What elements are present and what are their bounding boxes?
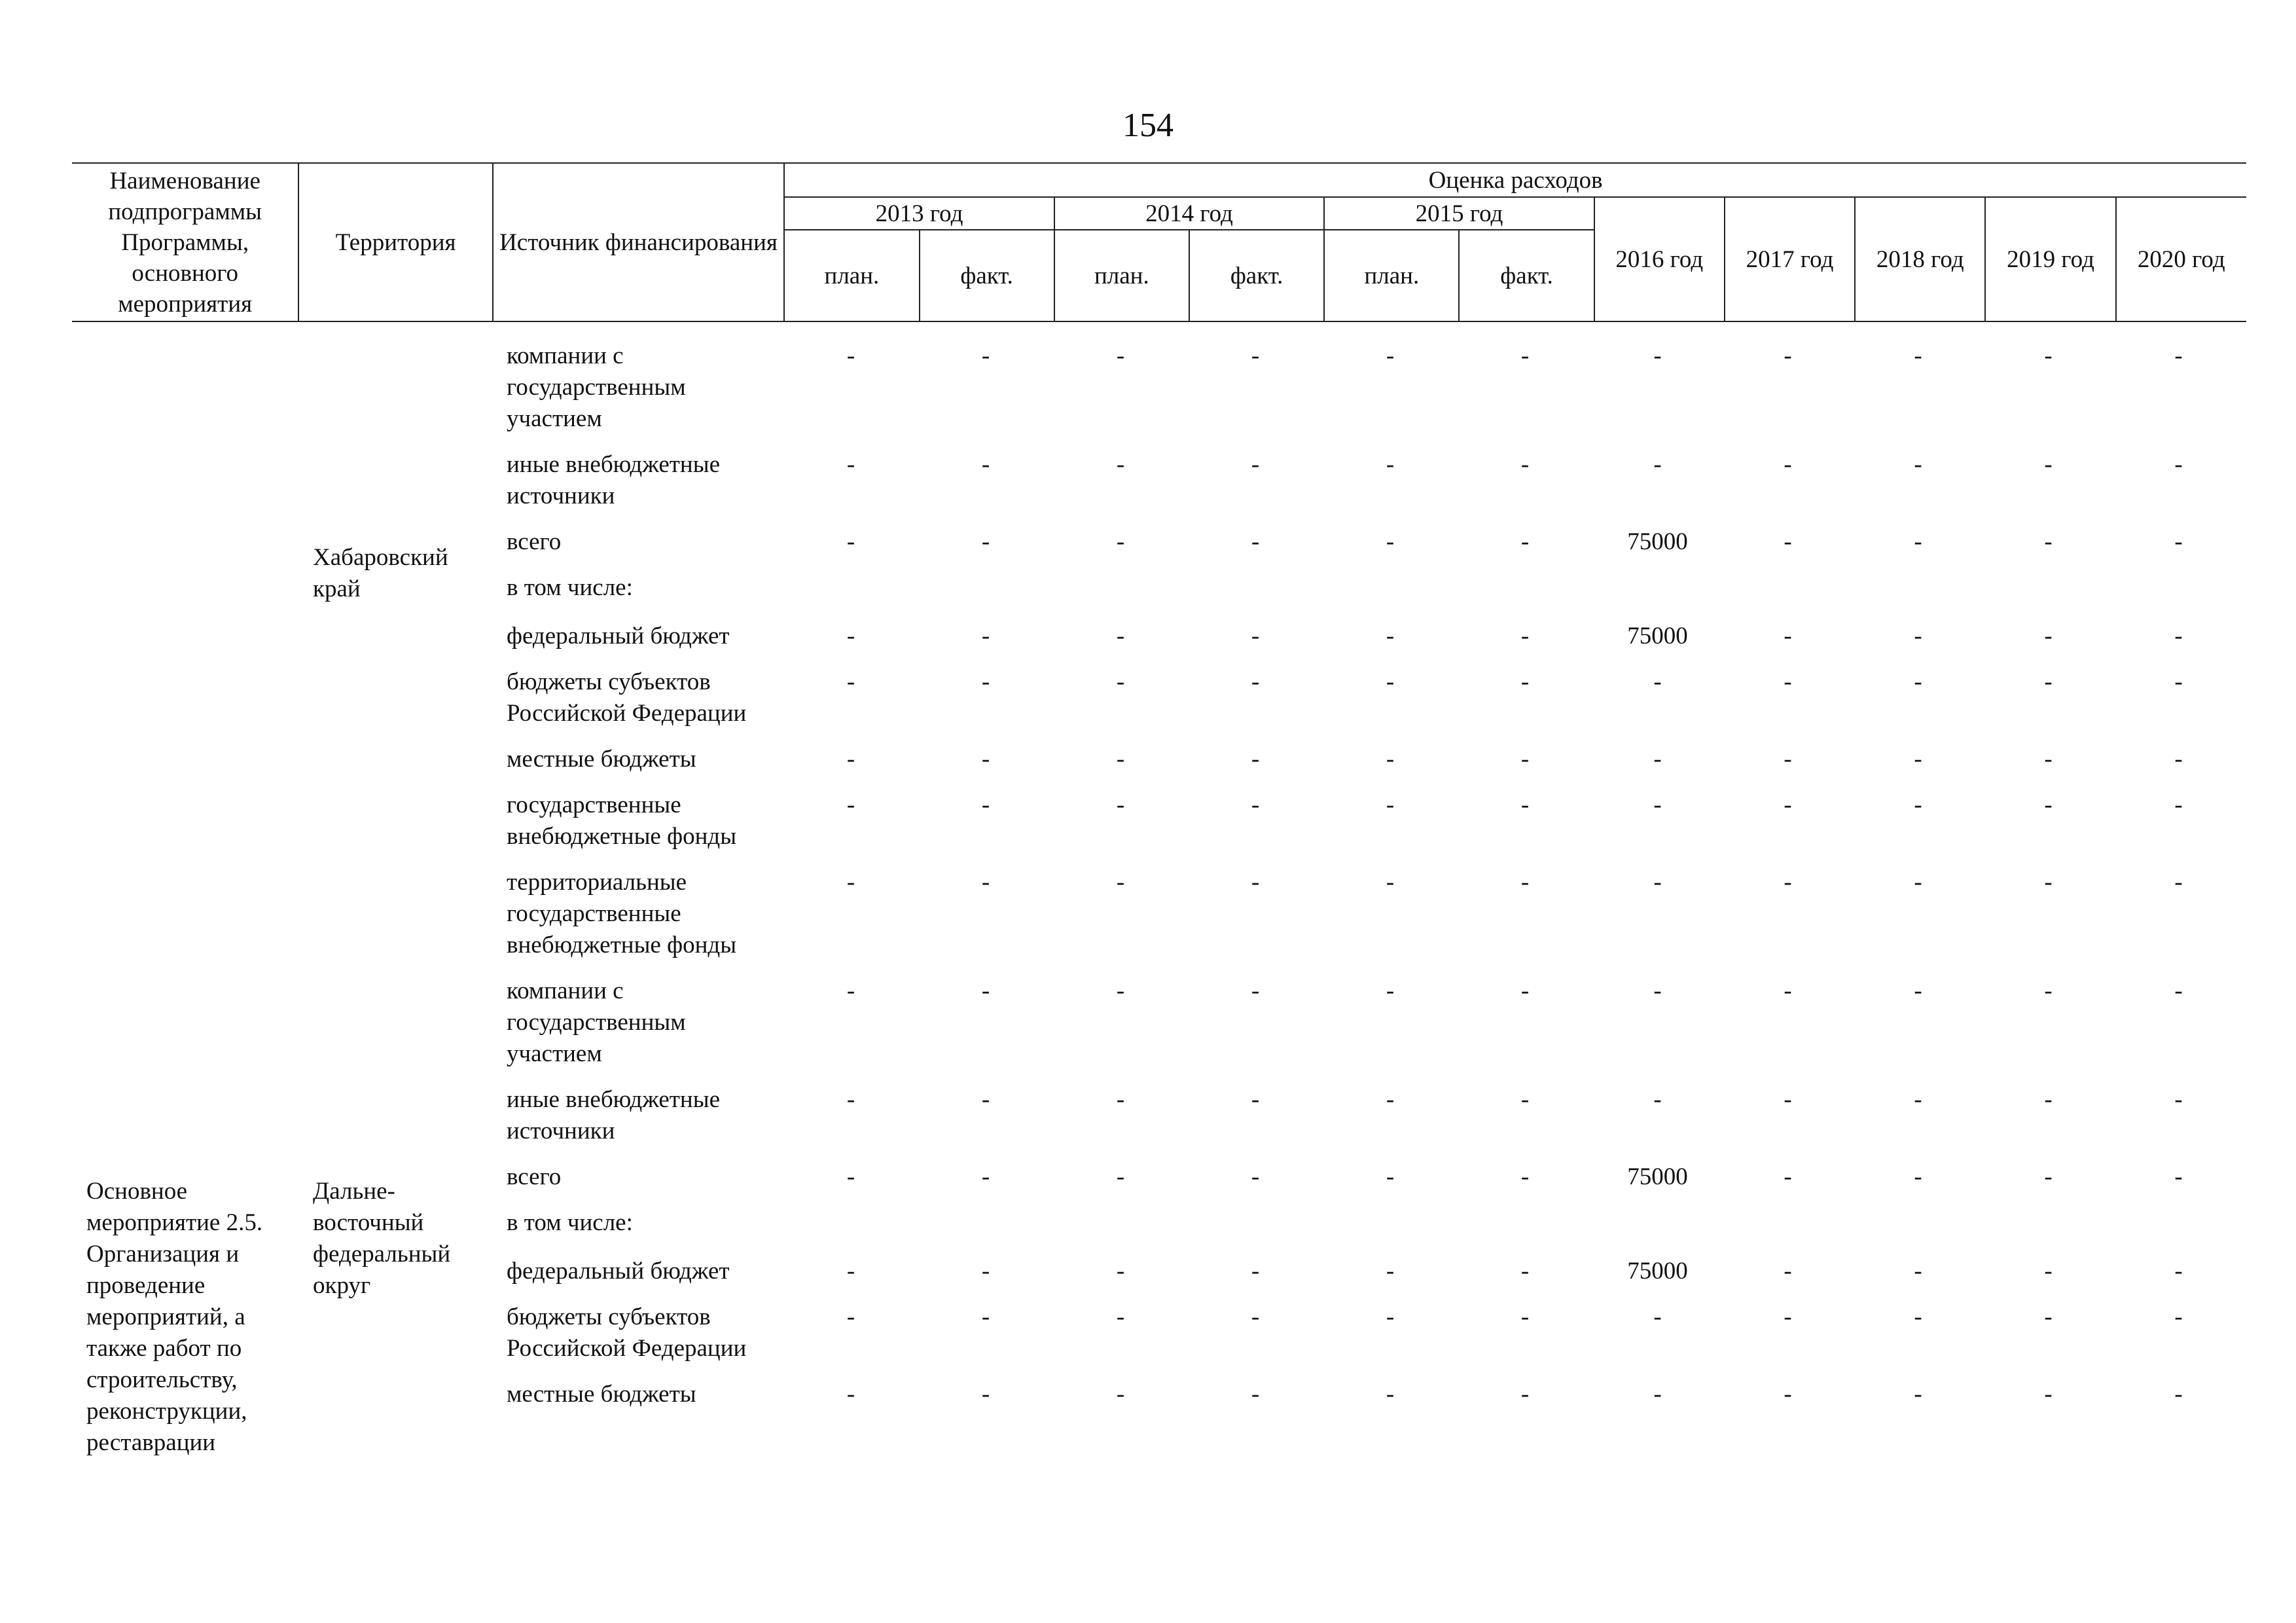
row-value: 75000 <box>1627 623 1688 649</box>
row-value: - <box>1251 668 1260 695</box>
row-value: - <box>1386 1381 1395 1408</box>
row-value: - <box>1784 342 1792 369</box>
row-value: - <box>1520 1381 1530 1408</box>
header-group: Оценка расходов <box>784 163 2246 197</box>
row-value: - <box>846 451 855 478</box>
row-value: - <box>1914 869 1922 896</box>
row-value: - <box>1653 977 1662 1004</box>
row-value: - <box>1251 528 1260 555</box>
row-value: - <box>981 623 990 649</box>
row-value: - <box>1116 792 1125 818</box>
row-value: - <box>1784 977 1792 1004</box>
row-value: - <box>1386 668 1395 695</box>
row-value: - <box>1116 528 1125 555</box>
row-value: - <box>1386 977 1395 1004</box>
row-value: - <box>2044 1381 2053 1408</box>
row-source: местные бюджеты <box>507 746 696 773</box>
event-name: Основное мероприятие 2.5. Организация и проведение мероприятий, а также работ по строительству, реконструкции, реставрации <box>86 1178 263 1456</box>
row-value: 75000 <box>1627 528 1688 555</box>
row-source: компании с государственным участием <box>507 977 686 1067</box>
row-value: - <box>1251 1086 1260 1113</box>
row-value: - <box>1653 451 1662 478</box>
row-value: - <box>1520 1304 1530 1330</box>
row-value: - <box>1386 528 1395 555</box>
header-year-2014: 2014 год <box>1054 197 1324 230</box>
header-year-2019: 2019 год <box>1985 197 2115 321</box>
row-value: - <box>1520 1086 1530 1113</box>
row-value: - <box>981 342 990 369</box>
header-plan: план. <box>1054 230 1189 321</box>
row-source: иные внебюджетные источники <box>507 1086 720 1144</box>
row-value: - <box>1251 746 1260 773</box>
row-value: - <box>1386 342 1395 369</box>
header-year-2017: 2017 год <box>1725 197 1855 321</box>
row-value: 75000 <box>1627 1258 1688 1285</box>
row-value: - <box>2174 342 2183 369</box>
row-value: - <box>846 977 855 1004</box>
territory-khabarovsk: Хабаровский край <box>313 544 448 602</box>
header-year-2013: 2013 год <box>784 197 1054 230</box>
row-value: - <box>846 1381 855 1408</box>
row-value: - <box>1386 1304 1395 1330</box>
row-value: - <box>846 1304 855 1330</box>
row-value: - <box>1251 451 1260 478</box>
header-year-2016: 2016 год <box>1594 197 1725 321</box>
row-value: - <box>1520 451 1530 478</box>
table-row <box>72 621 2246 652</box>
row-value: - <box>1784 623 1792 649</box>
row-value: - <box>2044 746 2053 773</box>
row-source: бюджеты субъектов Российской Федерации <box>507 668 747 727</box>
row-value: - <box>1116 1381 1125 1408</box>
row-value: - <box>846 668 855 695</box>
row-value: - <box>1520 1258 1530 1285</box>
row-value: - <box>1914 451 1922 478</box>
row-value: - <box>2044 1086 2053 1113</box>
row-value: - <box>2044 451 2053 478</box>
row-value: - <box>1116 1258 1125 1285</box>
row-value: - <box>981 977 990 1004</box>
row-source: всего <box>507 528 562 555</box>
header-year-2020: 2020 год <box>2116 197 2246 321</box>
row-value: - <box>1784 746 1792 773</box>
row-value: - <box>1116 977 1125 1004</box>
row-value: - <box>1386 451 1395 478</box>
row-value: - <box>1914 1258 1922 1285</box>
table-header <box>72 162 2246 322</box>
row-value: - <box>1653 1086 1662 1113</box>
row-value: - <box>1914 1163 1922 1190</box>
row-value: - <box>1116 451 1125 478</box>
row-value: - <box>1116 1086 1125 1113</box>
row-value: - <box>1653 668 1662 695</box>
row-source: федеральный бюджет <box>507 623 730 649</box>
table-row <box>72 790 2246 852</box>
header-name: Наименование подпрограммы Программы, основного мероприятия <box>72 163 298 321</box>
row-value: - <box>981 869 990 896</box>
row-value: - <box>1784 1163 1792 1190</box>
row-value: - <box>2174 668 2183 695</box>
row-value: - <box>2044 977 2053 1004</box>
row-source: всего <box>507 1163 562 1190</box>
row-value: - <box>981 451 990 478</box>
row-value: - <box>1116 746 1125 773</box>
row-value: - <box>1251 623 1260 649</box>
table-row <box>72 744 2246 775</box>
row-value: - <box>1386 1258 1395 1285</box>
row-source: в том числе: <box>507 574 633 601</box>
row-value: - <box>1386 1086 1395 1113</box>
row-value: - <box>1520 668 1530 695</box>
row-value: - <box>1520 1163 1530 1190</box>
row-value: - <box>2174 869 2183 896</box>
row-value: - <box>1784 528 1792 555</box>
table-row <box>72 340 2246 435</box>
table-row <box>72 449 2246 512</box>
row-value: - <box>2044 792 2053 818</box>
row-value: - <box>1251 1381 1260 1408</box>
header-year-2018: 2018 год <box>1855 197 1985 321</box>
header-fact: факт. <box>1459 230 1594 321</box>
row-source: бюджеты субъектов Российской Федерации <box>507 1304 747 1362</box>
row-value: - <box>1520 746 1530 773</box>
row-value: - <box>846 1258 855 1285</box>
row-value: - <box>1653 1381 1662 1408</box>
row-value: - <box>981 1086 990 1113</box>
row-value: - <box>981 1163 990 1190</box>
row-value: - <box>1914 623 1922 649</box>
table-row <box>72 526 2246 558</box>
row-value: - <box>1914 1086 1922 1113</box>
table-row <box>72 666 2246 729</box>
row-source: государственные внебюджетные фонды <box>507 792 737 850</box>
row-value: - <box>1914 746 1922 773</box>
table-row <box>72 867 2246 961</box>
row-value: - <box>1251 792 1260 818</box>
header-source: Источник финансирования <box>493 163 785 321</box>
row-value: - <box>1653 342 1662 369</box>
row-value: - <box>1116 1304 1125 1330</box>
row-value: - <box>1520 623 1530 649</box>
row-value: - <box>846 342 855 369</box>
row-value: - <box>1116 342 1125 369</box>
row-value: - <box>1520 528 1530 555</box>
row-value: - <box>846 869 855 896</box>
row-value: - <box>1784 1304 1792 1330</box>
row-value: - <box>1386 792 1395 818</box>
territory-dfo: Дальне-восточный федеральный округ <box>313 1178 451 1299</box>
row-value: - <box>981 1304 990 1330</box>
row-value: - <box>1653 869 1662 896</box>
row-value: - <box>2174 451 2183 478</box>
row-value: - <box>846 1086 855 1113</box>
row-value: - <box>1784 1381 1792 1408</box>
row-value: - <box>1116 869 1125 896</box>
row-value: - <box>981 1258 990 1285</box>
row-value: - <box>1784 792 1792 818</box>
row-value: - <box>1520 977 1530 1004</box>
row-value: - <box>1653 746 1662 773</box>
row-value: - <box>846 623 855 649</box>
row-value: - <box>1251 1163 1260 1190</box>
table-body <box>72 340 2246 1425</box>
row-source: федеральный бюджет <box>507 1258 730 1285</box>
row-value: - <box>1784 1086 1792 1113</box>
row-value: - <box>846 528 855 555</box>
row-value: - <box>2174 977 2183 1004</box>
row-value: - <box>1251 869 1260 896</box>
row-value: - <box>2044 1258 2053 1285</box>
row-value: - <box>2044 1163 2053 1190</box>
row-value: - <box>981 792 990 818</box>
row-value: - <box>2174 792 2183 818</box>
row-source: в том числе: <box>507 1209 633 1236</box>
row-value: - <box>2174 1086 2183 1113</box>
page-number: 154 <box>1122 107 1174 144</box>
row-value: - <box>1914 1304 1922 1330</box>
row-value: - <box>2174 528 2183 555</box>
row-value: 75000 <box>1627 1163 1688 1190</box>
header-plan: план. <box>784 230 919 321</box>
row-value: - <box>1520 792 1530 818</box>
row-value: - <box>1914 1381 1922 1408</box>
row-value: - <box>1520 342 1530 369</box>
row-value: - <box>2044 668 2053 695</box>
row-source: территориальные государственные внебюджетные фонды <box>507 869 737 958</box>
row-value: - <box>1386 746 1395 773</box>
row-value: - <box>1251 1304 1260 1330</box>
table-row <box>72 1084 2246 1147</box>
header-fact: факт. <box>1189 230 1324 321</box>
table-row <box>72 1379 2246 1410</box>
header-fact: факт. <box>920 230 1054 321</box>
row-value: - <box>2174 1304 2183 1330</box>
row-value: - <box>1653 792 1662 818</box>
row-value: - <box>981 528 990 555</box>
row-value: - <box>2044 1304 2053 1330</box>
row-value: - <box>2044 623 2053 649</box>
row-value: - <box>1386 623 1395 649</box>
row-value: - <box>1914 668 1922 695</box>
row-source: местные бюджеты <box>507 1381 696 1408</box>
row-value: - <box>981 1381 990 1408</box>
row-value: - <box>1116 1163 1125 1190</box>
row-value: - <box>2174 746 2183 773</box>
row-value: - <box>846 792 855 818</box>
row-value: - <box>2174 1258 2183 1285</box>
row-value: - <box>1784 668 1792 695</box>
row-value: - <box>981 746 990 773</box>
row-value: - <box>1386 1163 1395 1190</box>
row-value: - <box>2174 1381 2183 1408</box>
header-year-2015: 2015 год <box>1324 197 1594 230</box>
row-value: - <box>2044 869 2053 896</box>
table-row <box>72 1302 2246 1364</box>
row-value: - <box>1116 668 1125 695</box>
row-value: - <box>1914 528 1922 555</box>
table-row <box>72 976 2246 1070</box>
row-value: - <box>1914 792 1922 818</box>
row-value: - <box>1116 623 1125 649</box>
row-value: - <box>1251 977 1260 1004</box>
row-value: - <box>2174 623 2183 649</box>
row-value: - <box>846 746 855 773</box>
table-row <box>72 1207 2246 1239</box>
row-value: - <box>1784 451 1792 478</box>
row-value: - <box>1914 342 1922 369</box>
row-value: - <box>1653 1304 1662 1330</box>
row-value: - <box>2044 342 2053 369</box>
row-source: компании с государственным участием <box>507 342 686 432</box>
row-value: - <box>981 668 990 695</box>
row-value: - <box>1784 869 1792 896</box>
row-value: - <box>1914 977 1922 1004</box>
row-value: - <box>1520 869 1530 896</box>
table-row <box>72 1256 2246 1287</box>
row-value: - <box>1386 869 1395 896</box>
row-value: - <box>846 1163 855 1190</box>
row-value: - <box>2044 528 2053 555</box>
table-row <box>72 572 2246 604</box>
row-value: - <box>1251 342 1260 369</box>
row-source: иные внебюджетные источники <box>507 451 720 509</box>
table-row <box>72 1161 2246 1193</box>
row-value: - <box>1784 1258 1792 1285</box>
header-territory: Территория <box>298 163 492 321</box>
row-value: - <box>2174 1163 2183 1190</box>
row-value: - <box>1251 1258 1260 1285</box>
header-plan: план. <box>1324 230 1459 321</box>
